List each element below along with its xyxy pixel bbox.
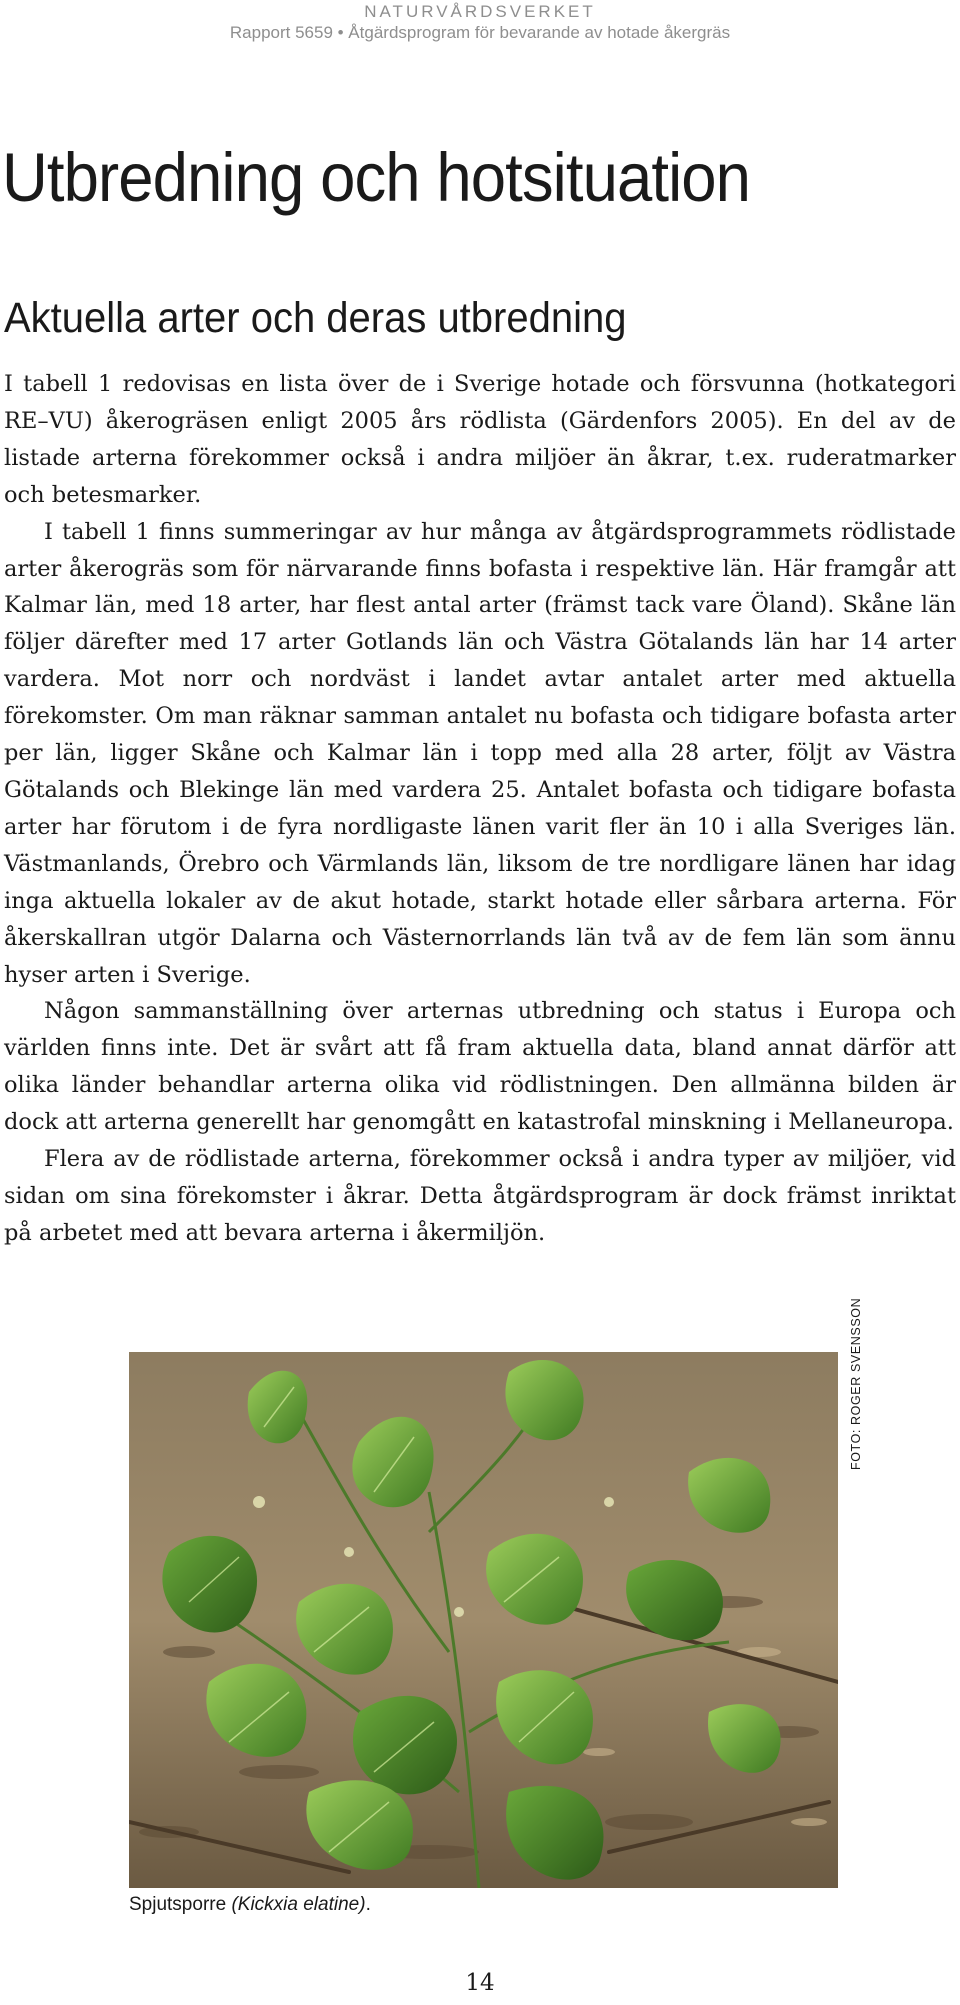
paragraph-2: I tabell 1 finns summeringar av hur många av åtgärdsprogrammets rödlistade arter åkerogräs som för närvarande finns bofasta i respektive län. Här framgår att Kalmar län, med 18 arter, har flest antal arter (främst tack vare Öland). Skåne län följer därefter med 17 arter Gotlands län och Västra Götalands län har 14 arter vardera. Mot norr och nordväst i landet avtar antalet arter med aktuella förekomster. Om man räknar samman antalet nu bofasta och tidigare bofasta arter per län, ligger Skåne och Kalmar län i topp med alla 28 arter, följt av Västra Götalands och Blekinge län med vardera 25. Antalet bofasta och tidigare bofasta arter har förutom i de fyra nordligaste länen varit fler än 10 i alla Sveriges län. Västmanlands, Örebro och Värmlands län, liksom de tre nordligare länen har idag inga aktuella lokaler av de akut hotade, starkt hotade eller sårbara arterna. För åkerskallran utgör Dalarna och Västernorrlands län två av de fem län som ännu hyser arten i Sverige. (4, 518, 956, 988)
section-title: Aktuella arter och deras utbredning (4, 294, 627, 342)
caption-end: . (365, 1894, 371, 1915)
header-organization: NATURVÅRDSVERKET (364, 2, 596, 21)
photo-credit: FOTO: ROGER SVENSSON (849, 1297, 863, 1470)
paragraph-3: Någon sammanställning över arternas utbredning och status i Europa och världen finns inte. Det är svårt att få fram aktuella data, bland annat därför att olika länder behandlar arterna olika vid rödlistningen. Den allmänna bilden är dock att arterna generellt har genomgått en katastrofal minskning i Mellaneuropa. (4, 998, 956, 1136)
caption-species-name: (Kickxia elatine) (231, 1894, 366, 1915)
plant-photo (129, 1352, 838, 1888)
running-header (0, 2, 960, 44)
caption-common-name: Spjutsporre (129, 1894, 232, 1915)
plant-photo-illustration (129, 1352, 838, 1888)
paragraph-1: I tabell 1 redovisas en lista över de i Sverige hotade och försvunna (hotkategori RE–VU) åkerogräsen enligt 2005 års rödlista (Gärdenfors 2005). En del av de listade arterna förekommer också i andra miljöer än åkrar, t.ex. ruderatmarker och betesmarker. (4, 371, 956, 508)
page-number: 14 (465, 1970, 495, 1996)
photo-caption (129, 1892, 371, 1918)
paragraph-4: Flera av de rödlistade arterna, förekommer också i andra typer av miljöer, vid sidan om sina förekomster i åkrar. Detta åtgärdsprogram är dock främst inriktat på arbetet med att bevara arterna i åkermiljön. (4, 1146, 956, 1246)
chapter-title: Utbredning och hotsituation (2, 139, 751, 216)
header-report-title: Rapport 5659 • Åtgärdsprogram för bevarande av hotade åkergräs (229, 23, 731, 42)
body-text (4, 366, 956, 1252)
